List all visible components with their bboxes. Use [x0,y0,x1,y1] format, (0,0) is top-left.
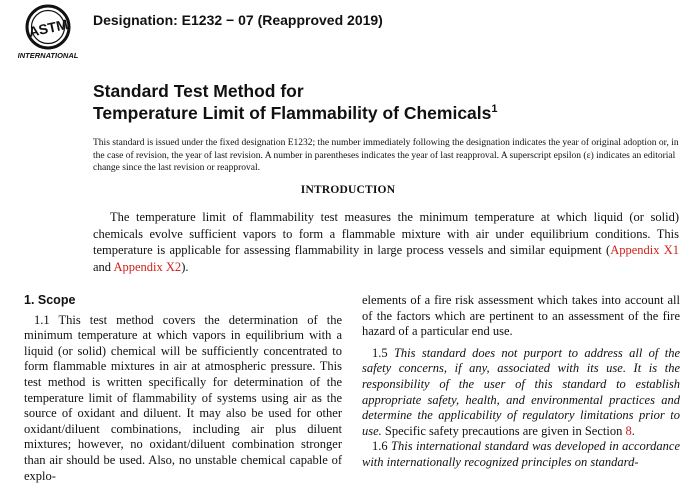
introduction-heading: INTRODUCTION [300,184,396,196]
title-line-2-text: Temperature Limit of Flammability of Chemicals [93,103,492,123]
introduction-text: The temperature limit of flammability test measures the minimum temperature at which liquid (or solid) chemicals evolve sufficient vapors to form a flammable mixture with air under equilibrium conditions. This temperature is applicable for assessing flammability in large process vessels and similar equipment ( [93,210,679,257]
introduction-and: and [93,259,114,274]
right-column [362,293,680,471]
astm-logo [18,4,78,60]
title-line-2 [93,102,498,124]
designation: Designation: E1232 − 07 (Reapproved 2019) [93,12,383,28]
astm-logo-international: INTERNATIONAL [18,51,78,60]
paragraph-1-5-end: . [631,423,635,438]
astm-logo-letters: ASTM [27,16,70,40]
introduction-end: ). [181,259,189,274]
scope-heading: 1. Scope [24,293,76,307]
issuance-notice: This standard is issued under the fixed designation E1232; the number immediately following the designation indicates the year of original adoption or, in the case of revision, the year of last revision. A number in parentheses indicates the year of last reapproval. A superscript epsilon (ε) indicates an editorial change since the last revision or reapproval. [93,138,679,173]
appendix-x2-link[interactable]: Appendix X2 [113,259,182,274]
introduction-paragraph [93,209,679,275]
paragraph-1-5-number: 1.5 [372,345,394,360]
appendix-x1-link[interactable]: Appendix X1 [610,243,679,257]
paragraph-1-6 [362,439,680,470]
paragraph-1-6-number: 1.6 [372,439,392,454]
section-8-link[interactable]: 8 [625,423,632,438]
left-column [24,293,342,484]
document-title [93,80,498,124]
paragraph-1-6-italic: This international standard was developed in accordance with internationally recognized principles on standard- [362,439,680,469]
title-line-1: Standard Test Method for [93,81,304,101]
title-footnote-mark: 1 [491,103,498,115]
paragraph-1-4-continuation: elements of a fire risk assessment which takes into account all of the factors which are pertinent to an assessment of the fire hazard of a particular end use. [362,293,680,339]
paragraph-1-5 [362,346,680,440]
paragraph-1-1: 1.1 This test method covers the determination of the minimum temperature at which vapors in equilibrium with a liquid (or solid) chemical will be sufficiently concentrated to form flammable mixtures in air at atmospheric pressure. This test method is written specifically for determination of the temperature limit of flammability of systems using air as the source of oxidant and diluent. It may also be used for other oxidant/diluent combinations, including air plus diluent mixtures; however, no oxidant/diluent combination stronger than air should be used. Also, no unstable chemical capable of explo- [24,312,342,483]
paragraph-1-5-italic: This standard does not purport to address all of the safety concerns, if any, associated with its use. It is the responsibility of the user of this standard to establish appropriate safety, health, and environmental practices and determine the applicability of regulatory limitations prior to use. [362,345,680,438]
paragraph-1-5-tail: Specific safety precautions are given in Section [381,423,626,438]
